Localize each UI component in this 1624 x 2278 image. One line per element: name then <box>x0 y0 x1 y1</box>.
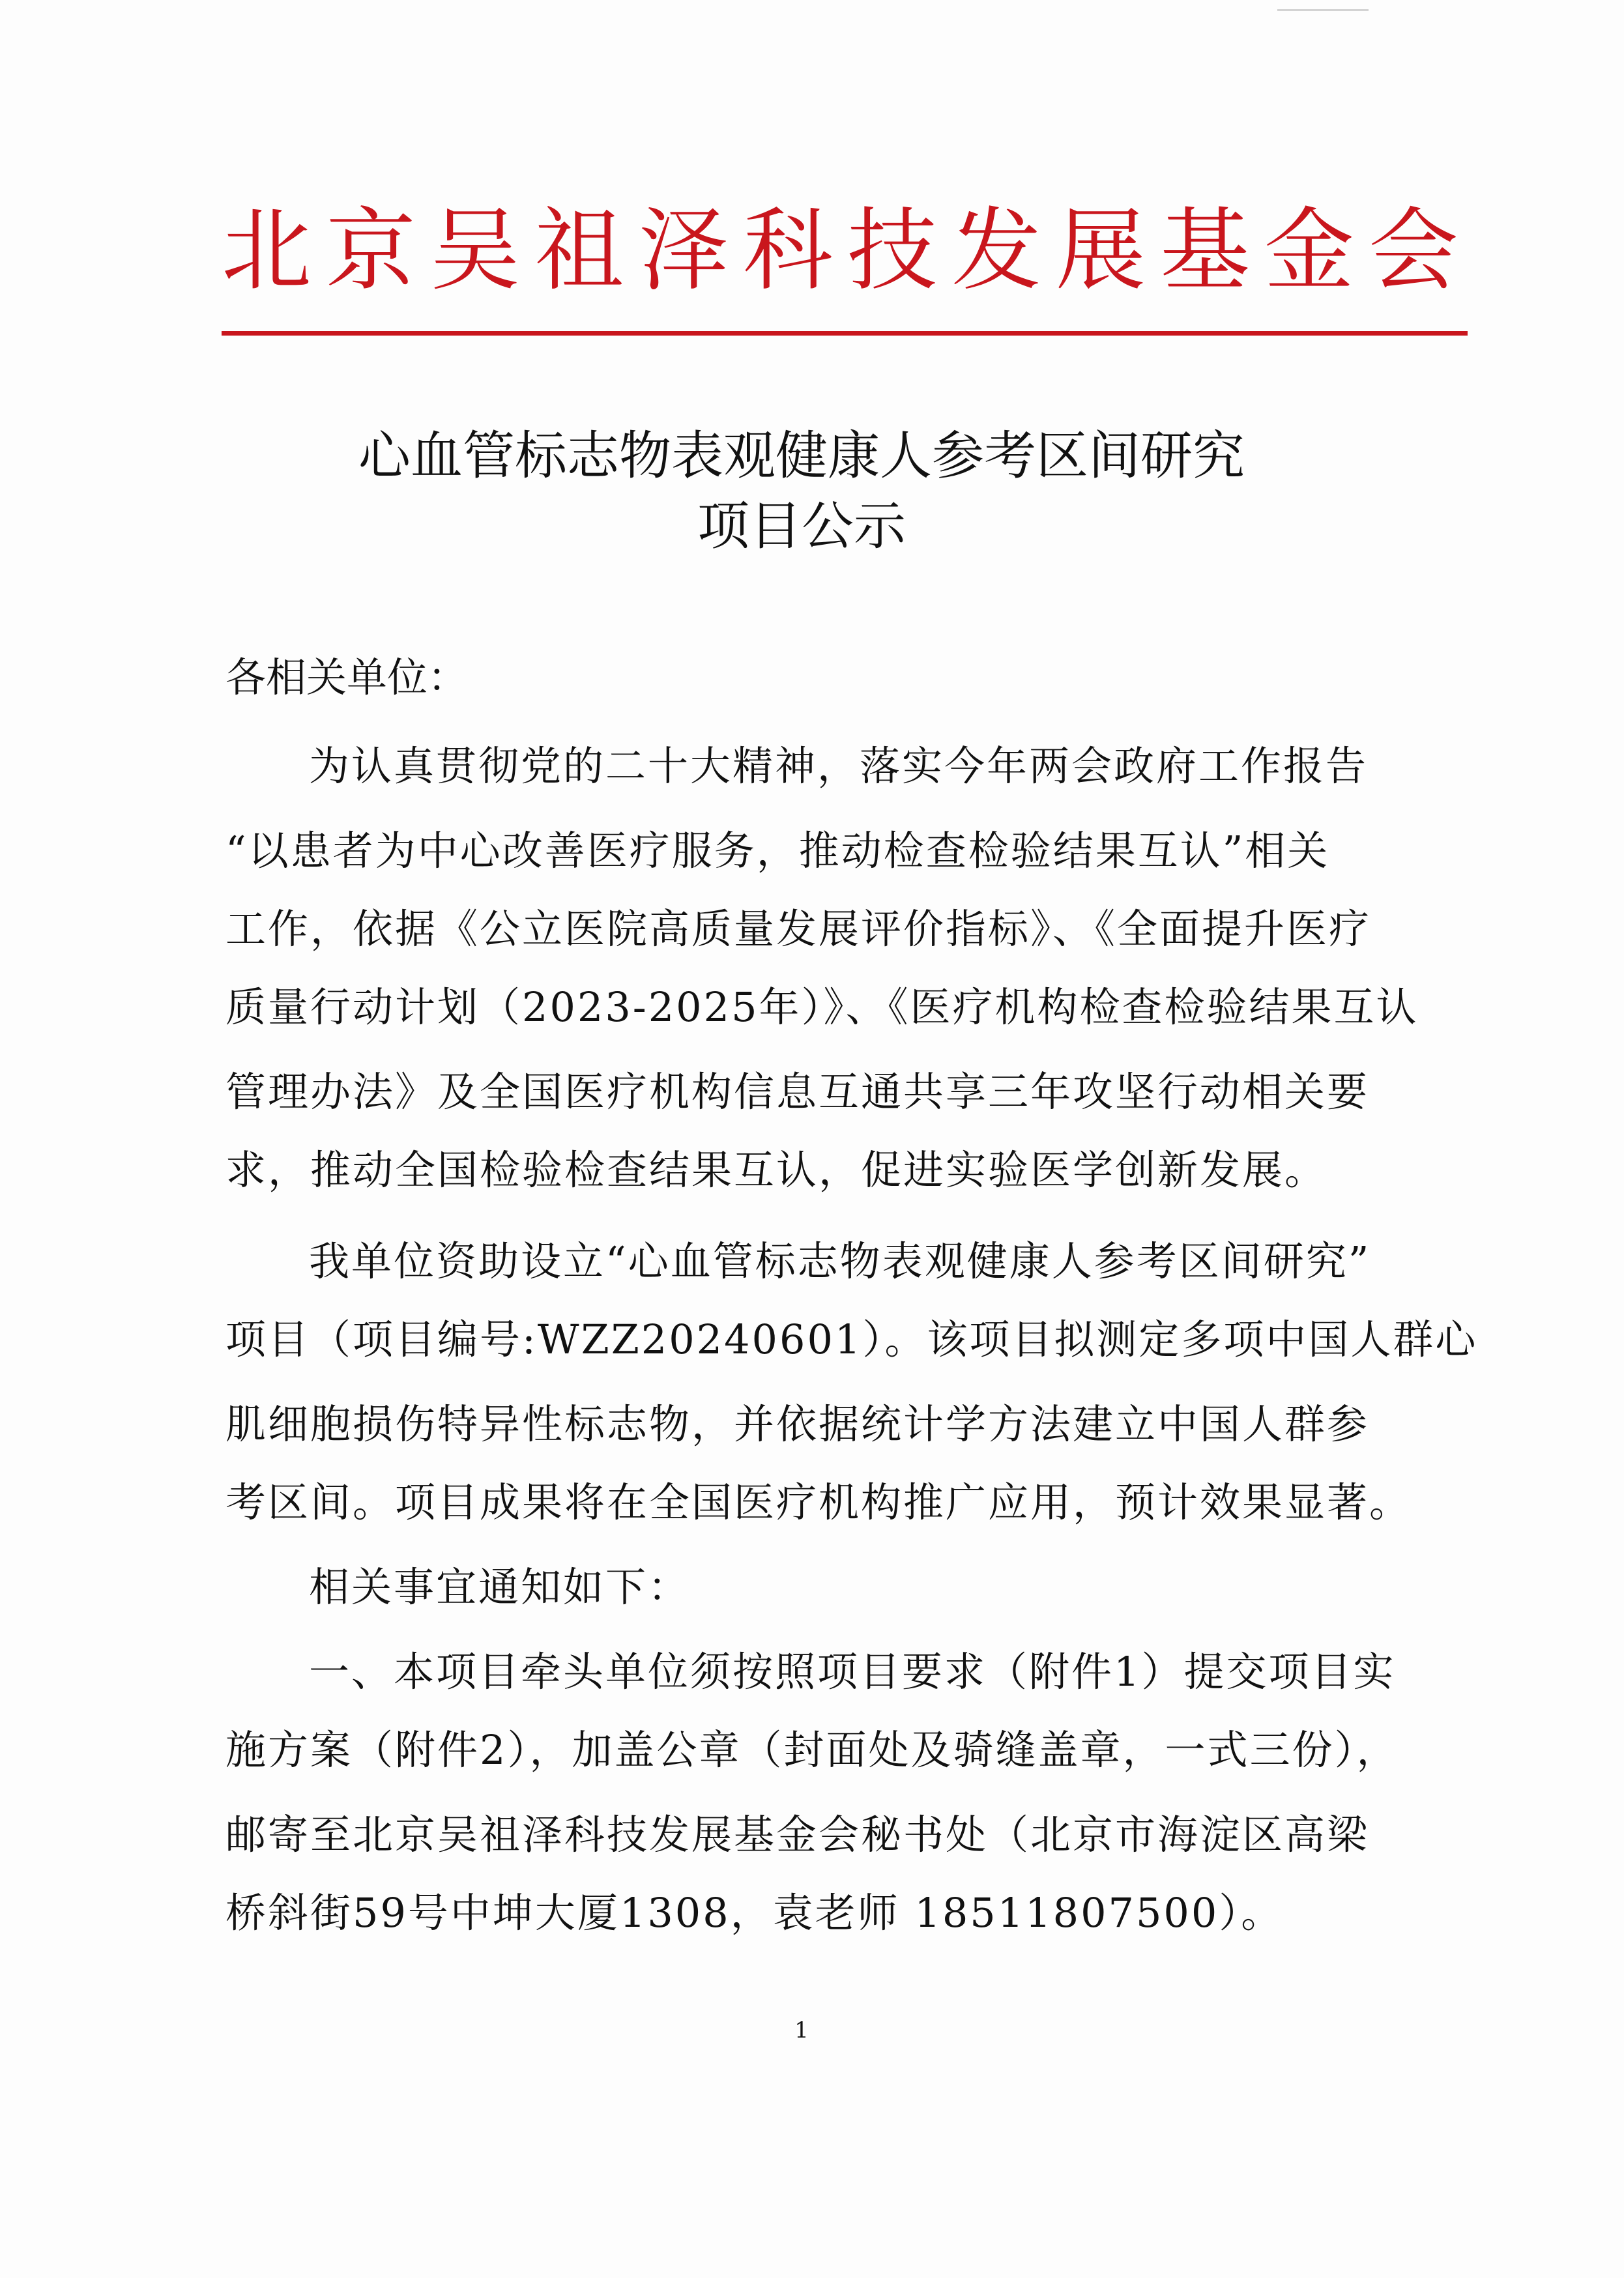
organization-letterhead: 北京吴祖泽科技发展基金会 <box>222 198 1473 303</box>
body-line: 邮寄至北京吴祖泽科技发展基金会秘书处（北京市海淀区高梁 <box>225 1811 1370 1858</box>
document-title-line-2: 项目公示 <box>697 496 906 556</box>
body-line: 为认真贯彻党的二十大精神，落实今年两会政府工作报告 <box>309 742 1369 790</box>
body-line: 一、本项目牵头单位须按照项目要求（附件1）提交项目实 <box>309 1648 1396 1695</box>
body-line: 相关事宜通知如下： <box>309 1563 691 1611</box>
salutation: 各相关单位： <box>225 654 469 701</box>
body-line: 施方案（附件2），加盖公章（封面处及骑缝盖章，一式三份）， <box>225 1726 1399 1774</box>
body-line: “以患者为中心改善医疗服务，推动检查检验结果互认”相关 <box>225 827 1330 874</box>
body-line: 我单位资助设立“心血管标志物表观健康人参考区间研究” <box>309 1237 1371 1285</box>
body-line: 求，推动全国检验检查结果互认，促进实验医学创新发展。 <box>225 1146 1327 1194</box>
body-line: 项目（项目编号:WZZ20240601）。该项目拟测定多项中国人群心 <box>225 1316 1478 1363</box>
document-title-line-1: 心血管标志物表观健康人参考区间研究 <box>358 425 1245 486</box>
body-line: 工作，依据《公立医院高质量发展评价指标》、《全面提升医疗 <box>225 905 1372 953</box>
page-number: 1 <box>794 2017 809 2043</box>
body-line: 肌细胞损伤特异性标志物，并依据统计学方法建立中国人群参 <box>225 1400 1370 1448</box>
body-line: 质量行动计划（2023-2025年）》、《医疗机构检查检验结果互认 <box>225 983 1419 1031</box>
scan-artifact <box>1277 0 1369 11</box>
body-line: 管理办法》及全国医疗机构信息互通共享三年攻坚行动相关要 <box>225 1068 1370 1116</box>
body-line: 桥斜街59号中坤大厦1308，袁老师 18511807500）。 <box>225 1889 1284 1937</box>
body-line: 考区间。项目成果将在全国医疗机构推广应用，预计效果显著。 <box>225 1478 1412 1526</box>
letterhead-red-rule <box>222 331 1468 336</box>
